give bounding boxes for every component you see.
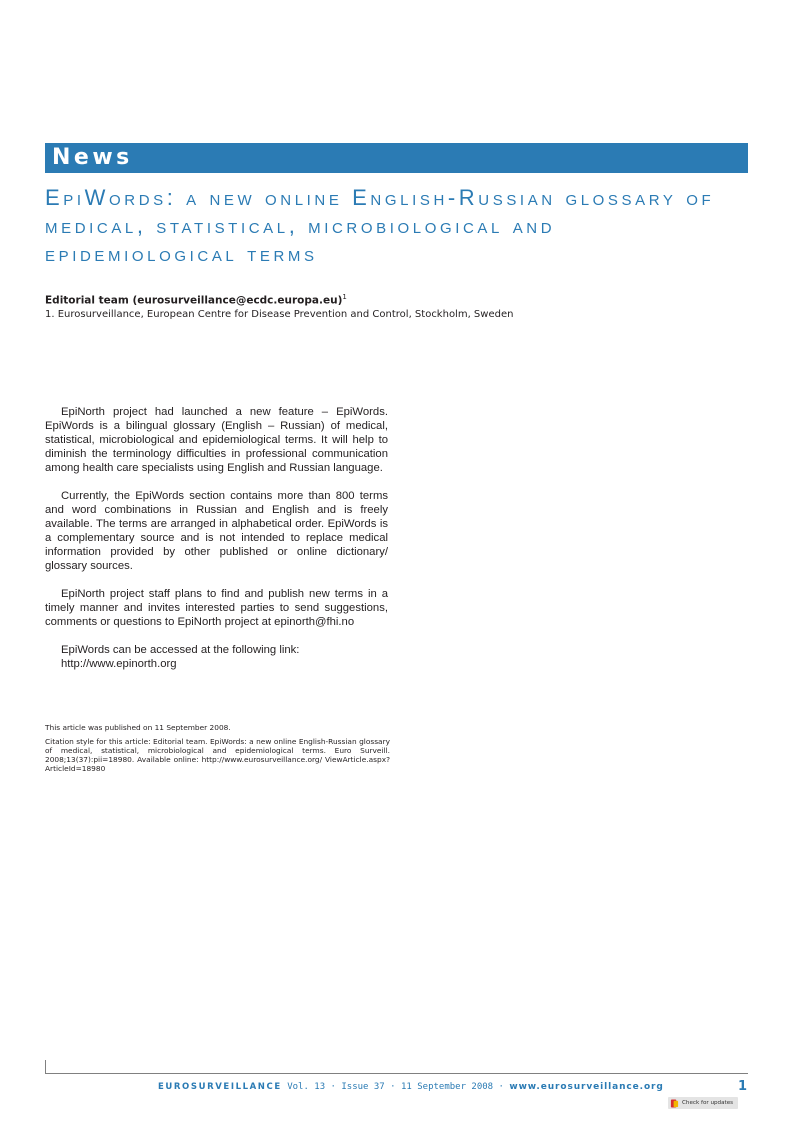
check-for-updates-label: Check for updates	[682, 1100, 734, 1106]
footer	[158, 1082, 664, 1092]
author-affiliation-marker: 1	[342, 293, 347, 301]
body-paragraph: EpiNorth project had launched a new feature – EpiWords. EpiWords is a bilingual glossary (English – Russian) of medical, statistical, microbiological and epidemiological terms. It will help to diminish the terminology difficulties in professional communication among health care specialists using English and Russian language.	[45, 406, 388, 474]
epinorth-link[interactable]: http://www.epinorth.org	[61, 658, 177, 670]
author-line	[45, 293, 347, 307]
article-body	[45, 405, 388, 685]
body-paragraph: Currently, the EpiWords section contains more than 800 terms and word combinations in Russian and English and is freely available. The terms are arranged in alphabetical order. EpiWords is a complementary source and is not intended to replace medical information provided by other published or online dictionary/ glossary sources.	[45, 490, 388, 572]
citation: Citation style for this article: Editorial team. EpiWords: a new online English-Russian glossary of medical, statistical, microbiological and epidemiological terms. Euro Surveill. 2008;13(37):pii=18980. Available online: http://www.eurosurveillance.org/ ViewArticle.aspx?ArticleId=18980	[45, 737, 390, 773]
section-label: News	[52, 145, 133, 170]
article-title: EpiWords: a new online English-Russian glossary of medical, statistical, microbiological and epidemiological terms	[45, 185, 715, 266]
link-intro: EpiWords can be accessed at the following link:	[61, 644, 300, 656]
section-banner	[45, 143, 748, 173]
body-paragraph: EpiNorth project staff plans to find and publish new terms in a timely manner and invites interested parties to send suggestions, comments or questions to EpiNorth project at epinorth@fhi.no	[45, 588, 388, 628]
footer-journal: EUROSURVEILLANCE	[158, 1082, 282, 1092]
published-date: This article was published on 11 September 2008.	[45, 723, 231, 732]
check-for-updates-badge[interactable]	[668, 1097, 738, 1109]
footer-website[interactable]: www.eurosurveillance.org	[509, 1082, 664, 1092]
check-for-updates-icon	[670, 1099, 679, 1108]
footer-rule	[45, 1073, 748, 1074]
link-paragraph	[45, 643, 388, 671]
authors: Editorial team (eurosurveillance@ecdc.europa.eu)	[45, 294, 343, 307]
publication-info	[45, 723, 390, 778]
page-number: 1	[738, 1079, 748, 1094]
footer-issue: Vol. 13 · Issue 37 · 11 September 2008 ·	[287, 1082, 504, 1092]
footer-rule-tick	[45, 1060, 46, 1073]
affiliation: 1. Eurosurveillance, European Centre for Disease Prevention and Control, Stockholm, Sweden	[45, 309, 514, 320]
